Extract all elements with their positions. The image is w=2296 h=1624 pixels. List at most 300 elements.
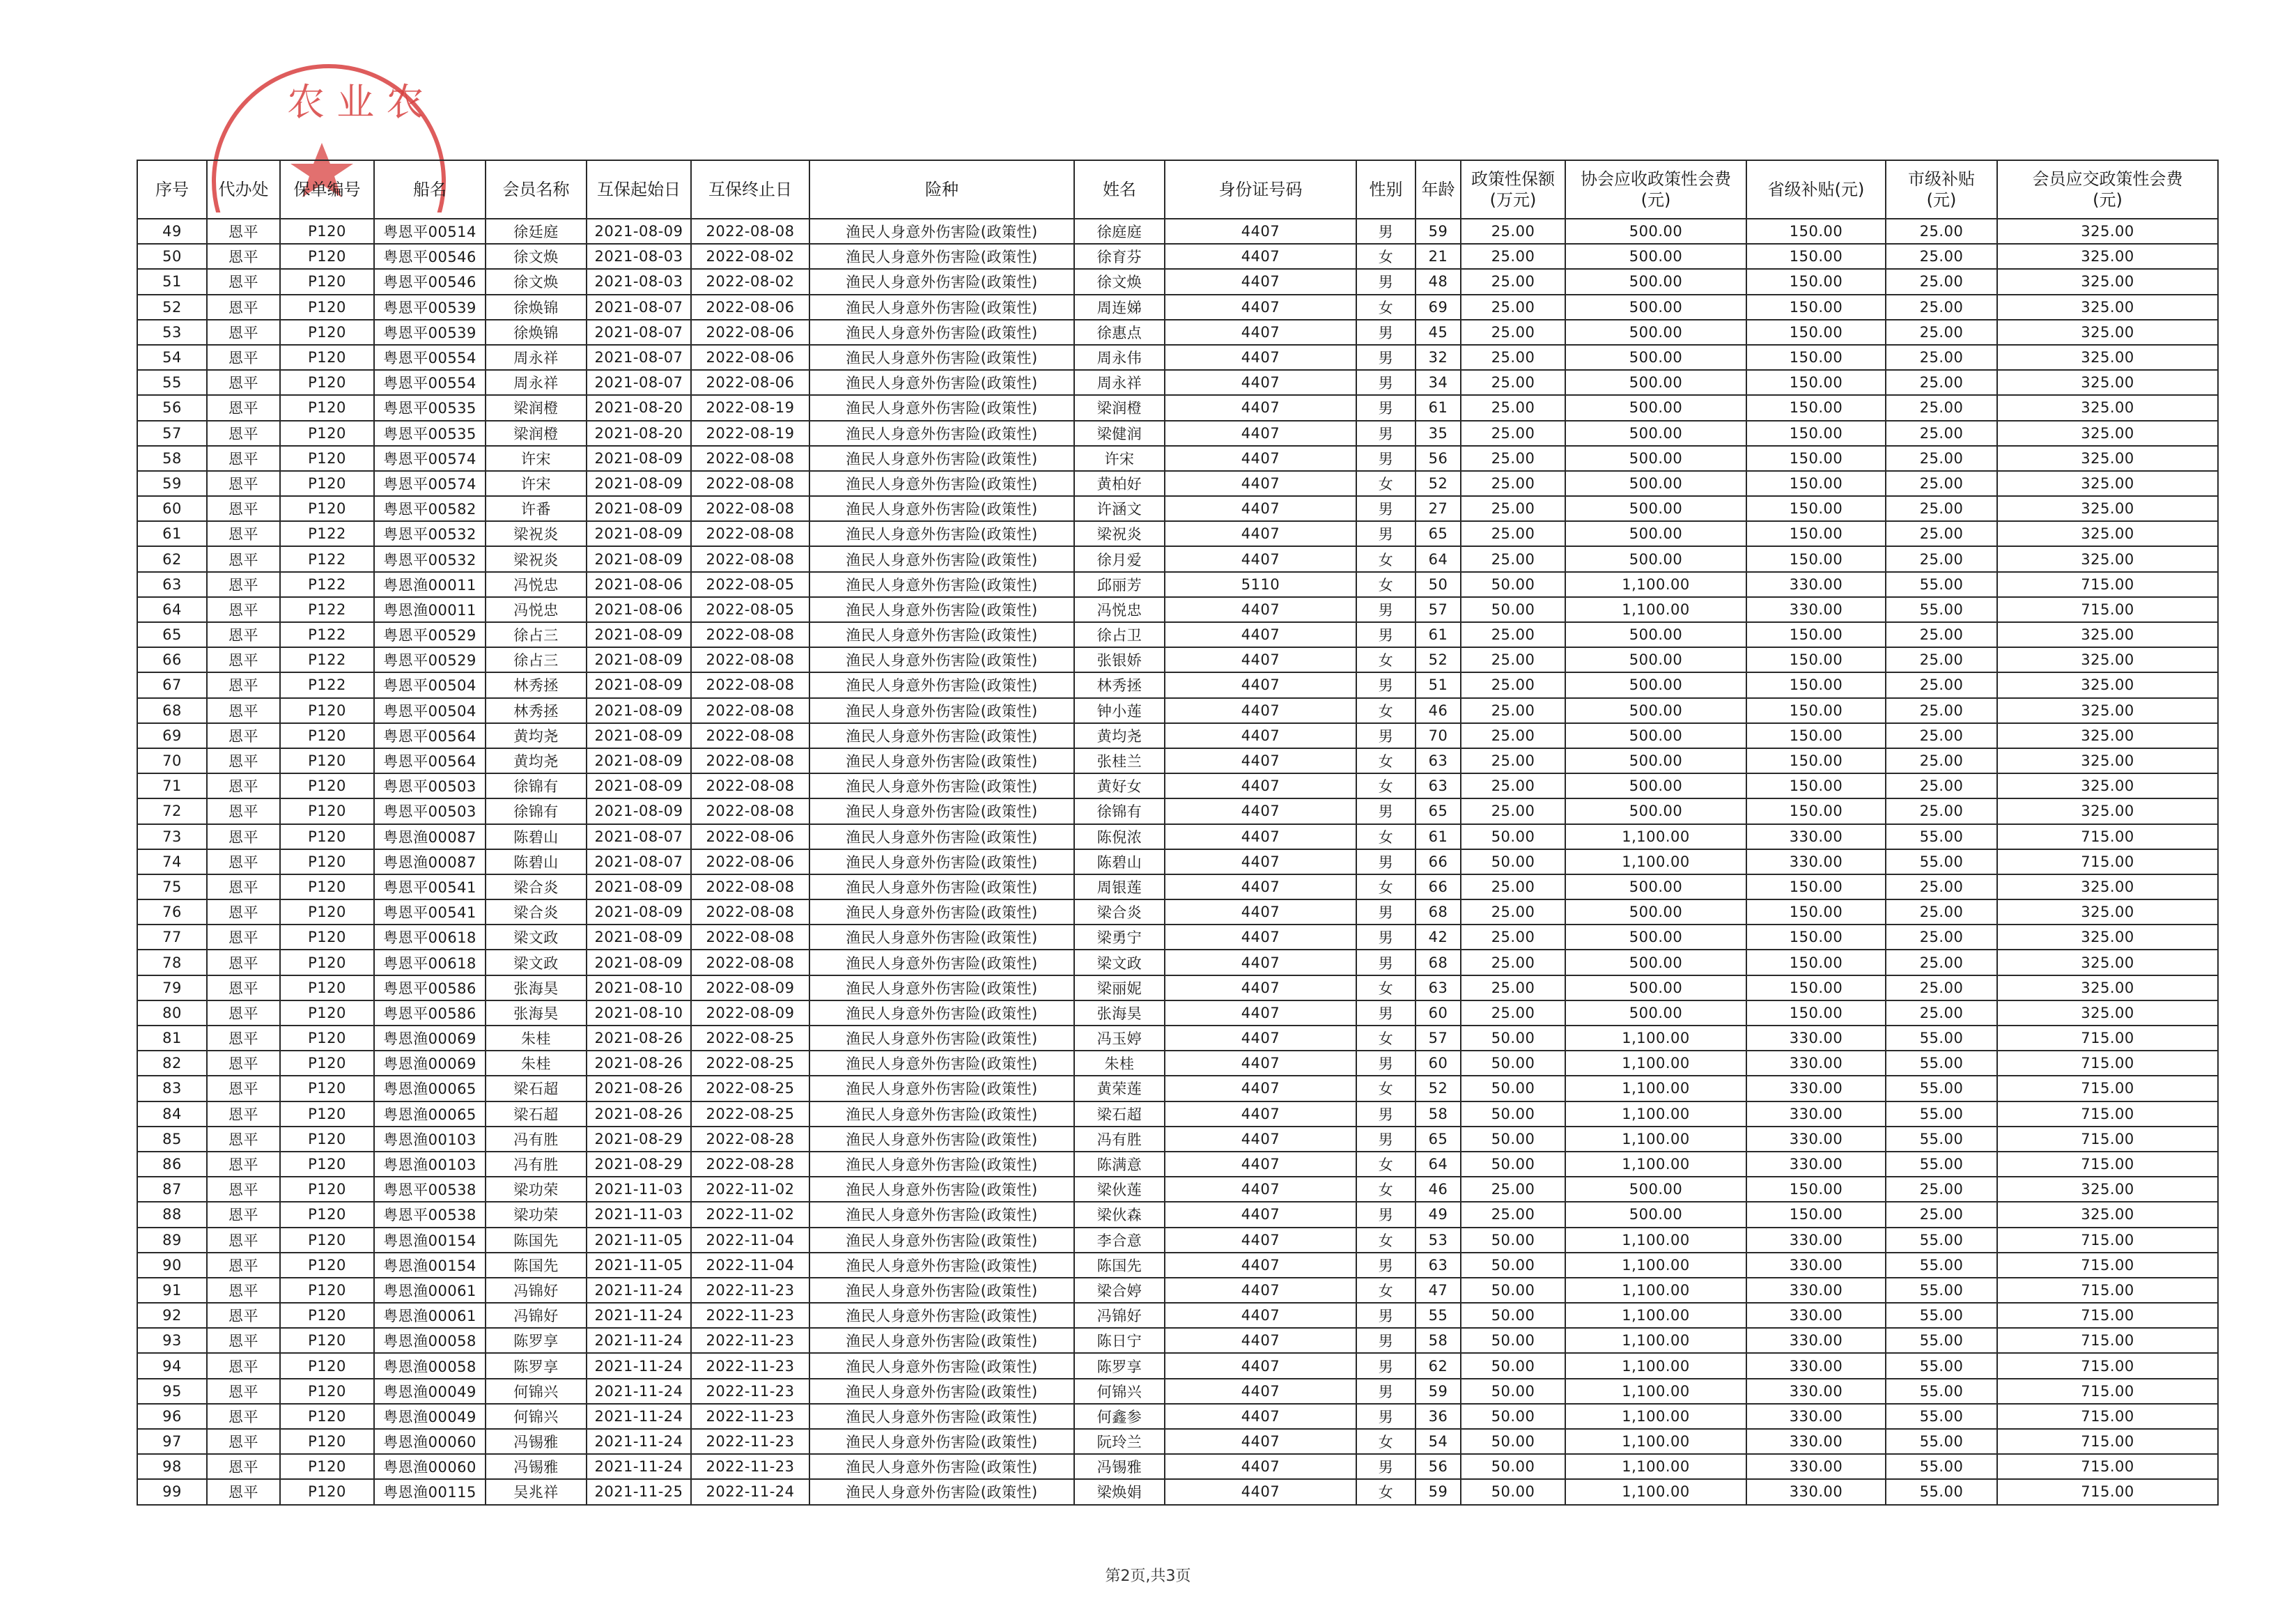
table-cell: 恩平 bbox=[207, 471, 280, 496]
table-cell: 2021-08-09 bbox=[587, 647, 691, 672]
table-cell: 325.00 bbox=[1997, 950, 2218, 975]
table-cell: 75 bbox=[137, 874, 207, 899]
table-cell: 500.00 bbox=[1565, 345, 1746, 370]
table-cell: 陈碧山 bbox=[1074, 849, 1165, 874]
table-row bbox=[137, 1177, 2218, 1202]
table-cell: 2022-08-08 bbox=[691, 496, 809, 521]
table-cell: 徐月爱 bbox=[1074, 546, 1165, 571]
table-cell: 325.00 bbox=[1997, 219, 2218, 244]
table-cell: 500.00 bbox=[1565, 1177, 1746, 1202]
table-cell: 2022-08-09 bbox=[691, 1000, 809, 1026]
table-cell: 4407 bbox=[1165, 975, 1356, 1000]
table-cell: 86 bbox=[137, 1152, 207, 1177]
table-cell: 2022-08-08 bbox=[691, 219, 809, 244]
table-cell: 56 bbox=[1415, 1454, 1461, 1479]
table-cell: 女 bbox=[1356, 824, 1415, 849]
table-row bbox=[137, 748, 2218, 773]
table-cell: P120 bbox=[280, 395, 374, 420]
table-cell: 715.00 bbox=[1997, 1253, 2218, 1278]
table-cell: 粤恩渔00103 bbox=[374, 1127, 486, 1152]
table-cell: 恩平 bbox=[207, 446, 280, 471]
table-cell: 50.00 bbox=[1461, 1303, 1565, 1328]
table-cell: 45 bbox=[1415, 320, 1461, 345]
table-cell: 50.00 bbox=[1461, 1404, 1565, 1429]
table-cell: 渔民人身意外伤害险(政策性) bbox=[809, 1303, 1074, 1328]
table-cell: 男 bbox=[1356, 496, 1415, 521]
table-cell: 55.00 bbox=[1886, 1127, 1997, 1152]
table-cell: 25.00 bbox=[1886, 446, 1997, 471]
table-row bbox=[137, 244, 2218, 269]
table-cell: 77 bbox=[137, 925, 207, 950]
table-cell: 150.00 bbox=[1746, 269, 1886, 294]
table-row bbox=[137, 647, 2218, 672]
table-cell: 粤恩平00586 bbox=[374, 975, 486, 1000]
table-cell: 粤恩平00538 bbox=[374, 1177, 486, 1202]
table-cell: 25.00 bbox=[1886, 723, 1997, 748]
table-cell: 150.00 bbox=[1746, 874, 1886, 899]
table-cell: 恩平 bbox=[207, 1152, 280, 1177]
table-cell: 55.00 bbox=[1886, 1278, 1997, 1303]
table-cell: 2022-08-19 bbox=[691, 421, 809, 446]
table-cell: 4407 bbox=[1165, 723, 1356, 748]
table-cell: 2021-08-09 bbox=[587, 521, 691, 546]
table-cell: 2022-11-02 bbox=[691, 1177, 809, 1202]
table-cell: P120 bbox=[280, 1026, 374, 1051]
table-cell: 粤恩平00535 bbox=[374, 395, 486, 420]
table-cell: 4407 bbox=[1165, 1152, 1356, 1177]
table-cell: 325.00 bbox=[1997, 773, 2218, 798]
table-cell: 4407 bbox=[1165, 672, 1356, 697]
column-header: 市级补贴 (元) bbox=[1886, 160, 1997, 219]
table-cell: 66 bbox=[1415, 849, 1461, 874]
table-cell: 梁合炎 bbox=[486, 899, 587, 925]
table-cell: 恩平 bbox=[207, 975, 280, 1000]
table-cell: 715.00 bbox=[1997, 1051, 2218, 1076]
table-cell: 52 bbox=[137, 295, 207, 320]
table-cell: 粤恩平00582 bbox=[374, 496, 486, 521]
table-cell: P120 bbox=[280, 496, 374, 521]
table-cell: 55.00 bbox=[1886, 1051, 1997, 1076]
table-cell: 52 bbox=[1415, 647, 1461, 672]
table-cell: 2022-11-23 bbox=[691, 1353, 809, 1378]
table-cell: 330.00 bbox=[1746, 1253, 1886, 1278]
table-cell: 粤恩渔00065 bbox=[374, 1101, 486, 1127]
table-row bbox=[137, 1228, 2218, 1253]
table-cell: 男 bbox=[1356, 1454, 1415, 1479]
table-cell: 325.00 bbox=[1997, 698, 2218, 723]
table-cell: 25.00 bbox=[1461, 546, 1565, 571]
table-cell: 25.00 bbox=[1461, 345, 1565, 370]
table-cell: 325.00 bbox=[1997, 345, 2218, 370]
table-cell: 2021-08-29 bbox=[587, 1152, 691, 1177]
table-cell: 许番 bbox=[486, 496, 587, 521]
table-cell: 1,100.00 bbox=[1565, 849, 1746, 874]
table-cell: 2021-08-07 bbox=[587, 320, 691, 345]
table-cell: 梁合婷 bbox=[1074, 1278, 1165, 1303]
table-cell: 58 bbox=[137, 446, 207, 471]
table-cell: 男 bbox=[1356, 1202, 1415, 1227]
table-cell: 150.00 bbox=[1746, 546, 1886, 571]
table-cell: 2021-08-07 bbox=[587, 849, 691, 874]
table-cell: P120 bbox=[280, 773, 374, 798]
table-cell: 2022-11-02 bbox=[691, 1202, 809, 1227]
table-cell: 25.00 bbox=[1886, 219, 1997, 244]
table-row bbox=[137, 395, 2218, 420]
table-cell: 梁功荣 bbox=[486, 1177, 587, 1202]
table-cell: 黄均尧 bbox=[486, 748, 587, 773]
table-cell: 4407 bbox=[1165, 622, 1356, 647]
insurance-member-table bbox=[137, 160, 2219, 1506]
table-cell: 恩平 bbox=[207, 345, 280, 370]
table-cell: 500.00 bbox=[1565, 496, 1746, 521]
table-cell: 4407 bbox=[1165, 1479, 1356, 1504]
table-cell: P120 bbox=[280, 925, 374, 950]
page-number: 第2页,共3页 bbox=[1105, 1568, 1191, 1585]
table-cell: 粤恩渔00011 bbox=[374, 572, 486, 597]
table-cell: 渔民人身意外伤害险(政策性) bbox=[809, 295, 1074, 320]
table-cell: P120 bbox=[280, 1278, 374, 1303]
table-cell: 恩平 bbox=[207, 1177, 280, 1202]
table-row bbox=[137, 597, 2218, 622]
table-cell: 梁石超 bbox=[486, 1101, 587, 1127]
table-cell: 150.00 bbox=[1746, 975, 1886, 1000]
table-cell: 2022-08-08 bbox=[691, 798, 809, 823]
table-cell: P120 bbox=[280, 1454, 374, 1479]
table-cell: 2021-08-03 bbox=[587, 244, 691, 269]
table-cell: 梁祝炎 bbox=[486, 546, 587, 571]
table-cell: 50.00 bbox=[1461, 1429, 1565, 1454]
table-cell: 325.00 bbox=[1997, 521, 2218, 546]
table-cell: 渔民人身意外伤害险(政策性) bbox=[809, 244, 1074, 269]
table-cell: 徐锦有 bbox=[486, 773, 587, 798]
table-cell: 53 bbox=[1415, 1228, 1461, 1253]
table-cell: 60 bbox=[137, 496, 207, 521]
table-cell: P120 bbox=[280, 1076, 374, 1101]
table-cell: 50.00 bbox=[1461, 1278, 1565, 1303]
table-cell: 55.00 bbox=[1886, 849, 1997, 874]
table-cell: 粤恩平00529 bbox=[374, 622, 486, 647]
table-cell: P122 bbox=[280, 572, 374, 597]
table-cell: 500.00 bbox=[1565, 1000, 1746, 1026]
table-cell: 150.00 bbox=[1746, 950, 1886, 975]
table-cell: 50.00 bbox=[1461, 1379, 1565, 1404]
table-cell: 330.00 bbox=[1746, 1127, 1886, 1152]
table-cell: 78 bbox=[137, 950, 207, 975]
table-cell: 冯玉婷 bbox=[1074, 1026, 1165, 1051]
table-cell: 54 bbox=[137, 345, 207, 370]
table-cell: 4407 bbox=[1165, 1026, 1356, 1051]
table-cell: 梁祝炎 bbox=[486, 521, 587, 546]
table-cell: 女 bbox=[1356, 975, 1415, 1000]
table-cell: 男 bbox=[1356, 446, 1415, 471]
table-row bbox=[137, 622, 2218, 647]
table-cell: 徐文焕 bbox=[1074, 269, 1165, 294]
table-cell: 男 bbox=[1356, 219, 1415, 244]
table-cell: 恩平 bbox=[207, 1404, 280, 1429]
table-cell: 325.00 bbox=[1997, 899, 2218, 925]
table-cell: 黄好女 bbox=[1074, 773, 1165, 798]
table-cell: 4407 bbox=[1165, 1278, 1356, 1303]
table-cell: 1,100.00 bbox=[1565, 1404, 1746, 1429]
table-cell: 何锦兴 bbox=[486, 1379, 587, 1404]
table-cell: 25.00 bbox=[1461, 798, 1565, 823]
table-cell: 2021-11-05 bbox=[587, 1228, 691, 1253]
table-cell: 渔民人身意外伤害险(政策性) bbox=[809, 597, 1074, 622]
table-cell: 325.00 bbox=[1997, 975, 2218, 1000]
table-cell: 50.00 bbox=[1461, 1454, 1565, 1479]
table-cell: 500.00 bbox=[1565, 748, 1746, 773]
table-cell: 150.00 bbox=[1746, 421, 1886, 446]
table-cell: 25.00 bbox=[1461, 647, 1565, 672]
table-cell: 1,100.00 bbox=[1565, 1026, 1746, 1051]
table-cell: 4407 bbox=[1165, 496, 1356, 521]
table-cell: 男 bbox=[1356, 1353, 1415, 1378]
table-cell: 500.00 bbox=[1565, 698, 1746, 723]
table-cell: 渔民人身意外伤害险(政策性) bbox=[809, 1000, 1074, 1026]
table-cell: 渔民人身意外伤害险(政策性) bbox=[809, 798, 1074, 823]
table-row bbox=[137, 1127, 2218, 1152]
table-cell: 2021-11-24 bbox=[587, 1278, 691, 1303]
table-cell: 2022-08-02 bbox=[691, 244, 809, 269]
table-cell: 25.00 bbox=[1461, 395, 1565, 420]
table-cell: 325.00 bbox=[1997, 320, 2218, 345]
table-cell: 4407 bbox=[1165, 1127, 1356, 1152]
table-cell: 25.00 bbox=[1886, 874, 1997, 899]
table-cell: 粤恩渔00154 bbox=[374, 1228, 486, 1253]
table-cell: 渔民人身意外伤害险(政策性) bbox=[809, 1127, 1074, 1152]
table-cell: 500.00 bbox=[1565, 874, 1746, 899]
table-cell: 冯锡雅 bbox=[1074, 1454, 1165, 1479]
table-cell: 钟小莲 bbox=[1074, 698, 1165, 723]
table-cell: 65 bbox=[1415, 798, 1461, 823]
table-cell: 梁石超 bbox=[1074, 1101, 1165, 1127]
table-cell: 80 bbox=[137, 1000, 207, 1026]
table-cell: 男 bbox=[1356, 1051, 1415, 1076]
table-row bbox=[137, 672, 2218, 697]
table-cell: 梁石超 bbox=[486, 1076, 587, 1101]
table-cell: 68 bbox=[1415, 950, 1461, 975]
table-cell: 500.00 bbox=[1565, 950, 1746, 975]
table-cell: 2022-08-05 bbox=[691, 572, 809, 597]
table-cell: 徐惠点 bbox=[1074, 320, 1165, 345]
table-cell: 渔民人身意外伤害险(政策性) bbox=[809, 1177, 1074, 1202]
table-cell: 715.00 bbox=[1997, 1127, 2218, 1152]
table-cell: 2022-08-25 bbox=[691, 1026, 809, 1051]
table-cell: 2021-08-09 bbox=[587, 950, 691, 975]
table-cell: 女 bbox=[1356, 1152, 1415, 1177]
table-cell: 冯悦忠 bbox=[486, 572, 587, 597]
table-cell: 325.00 bbox=[1997, 672, 2218, 697]
table-row bbox=[137, 1328, 2218, 1353]
table-cell: 55.00 bbox=[1886, 1353, 1997, 1378]
table-cell: 1,100.00 bbox=[1565, 824, 1746, 849]
table-cell: 500.00 bbox=[1565, 622, 1746, 647]
table-cell: 4407 bbox=[1165, 446, 1356, 471]
table-cell: 325.00 bbox=[1997, 295, 2218, 320]
table-cell: 恩平 bbox=[207, 1278, 280, 1303]
table-cell: 57 bbox=[1415, 597, 1461, 622]
table-cell: 恩平 bbox=[207, 395, 280, 420]
table-cell: 81 bbox=[137, 1026, 207, 1051]
table-cell: 粤恩平00574 bbox=[374, 446, 486, 471]
table-cell: 59 bbox=[1415, 1479, 1461, 1504]
table-cell: 男 bbox=[1356, 723, 1415, 748]
table-cell: 恩平 bbox=[207, 1303, 280, 1328]
table-cell: 2021-11-24 bbox=[587, 1353, 691, 1378]
table-cell: 陈国先 bbox=[486, 1228, 587, 1253]
table-cell: 65 bbox=[137, 622, 207, 647]
table-cell: 恩平 bbox=[207, 723, 280, 748]
table-cell: 1,100.00 bbox=[1565, 1454, 1746, 1479]
table-cell: 2022-08-08 bbox=[691, 698, 809, 723]
table-cell: 76 bbox=[137, 899, 207, 925]
table-cell: 张海昊 bbox=[486, 1000, 587, 1026]
table-cell: 55.00 bbox=[1886, 572, 1997, 597]
table-cell: 恩平 bbox=[207, 1000, 280, 1026]
table-cell: 55 bbox=[137, 370, 207, 395]
table-cell: 渔民人身意外伤害险(政策性) bbox=[809, 421, 1074, 446]
table-cell: 93 bbox=[137, 1328, 207, 1353]
table-cell: 89 bbox=[137, 1228, 207, 1253]
table-cell: 2021-08-07 bbox=[587, 295, 691, 320]
table-cell: 50.00 bbox=[1461, 824, 1565, 849]
table-cell: 2021-08-09 bbox=[587, 798, 691, 823]
table-cell: 何鑫参 bbox=[1074, 1404, 1165, 1429]
table-cell: 50 bbox=[137, 244, 207, 269]
column-header: 险种 bbox=[809, 160, 1074, 219]
table-row bbox=[137, 269, 2218, 294]
table-cell: 4407 bbox=[1165, 370, 1356, 395]
table-cell: 粤恩平00503 bbox=[374, 798, 486, 823]
table-cell: 325.00 bbox=[1997, 647, 2218, 672]
column-header: 协会应收政策性会费 (元) bbox=[1565, 160, 1746, 219]
table-cell: 715.00 bbox=[1997, 1379, 2218, 1404]
table-cell: 63 bbox=[1415, 975, 1461, 1000]
table-cell: 朱桂 bbox=[486, 1026, 587, 1051]
table-cell: 4407 bbox=[1165, 345, 1356, 370]
table-cell: 500.00 bbox=[1565, 975, 1746, 1000]
table-cell: 4407 bbox=[1165, 874, 1356, 899]
table-cell: 许宋 bbox=[486, 446, 587, 471]
table-cell: 梁功荣 bbox=[486, 1202, 587, 1227]
table-cell: 500.00 bbox=[1565, 773, 1746, 798]
table-cell: 粤恩渔00060 bbox=[374, 1454, 486, 1479]
table-cell: 330.00 bbox=[1746, 1026, 1886, 1051]
table-cell: 330.00 bbox=[1746, 1454, 1886, 1479]
table-cell: 25.00 bbox=[1461, 1000, 1565, 1026]
table-cell: 2021-08-26 bbox=[587, 1026, 691, 1051]
table-cell: 2021-08-07 bbox=[587, 824, 691, 849]
table-cell: 62 bbox=[137, 546, 207, 571]
table-cell: 330.00 bbox=[1746, 1479, 1886, 1504]
table-cell: P120 bbox=[280, 748, 374, 773]
table-row bbox=[137, 1303, 2218, 1328]
column-header: 代办处 bbox=[207, 160, 280, 219]
table-cell: 2022-08-25 bbox=[691, 1051, 809, 1076]
table-cell: 4407 bbox=[1165, 748, 1356, 773]
table-cell: 渔民人身意外伤害险(政策性) bbox=[809, 975, 1074, 1000]
table-row bbox=[137, 1076, 2218, 1101]
table-cell: 55.00 bbox=[1886, 597, 1997, 622]
table-cell: 2021-08-20 bbox=[587, 395, 691, 420]
table-cell: 2021-08-06 bbox=[587, 597, 691, 622]
table-cell: 渔民人身意外伤害险(政策性) bbox=[809, 723, 1074, 748]
table-cell: 25.00 bbox=[1886, 1000, 1997, 1026]
table-cell: 715.00 bbox=[1997, 1454, 2218, 1479]
table-cell: 男 bbox=[1356, 899, 1415, 925]
table-cell: 65 bbox=[1415, 521, 1461, 546]
table-cell: 325.00 bbox=[1997, 1202, 2218, 1227]
table-cell: 57 bbox=[137, 421, 207, 446]
table-cell: 25.00 bbox=[1886, 698, 1997, 723]
table-cell: 2021-08-09 bbox=[587, 899, 691, 925]
table-cell: 88 bbox=[137, 1202, 207, 1227]
table-cell: P120 bbox=[280, 345, 374, 370]
table-cell: 渔民人身意外伤害险(政策性) bbox=[809, 572, 1074, 597]
table-cell: 男 bbox=[1356, 1253, 1415, 1278]
table-cell: 徐焕锦 bbox=[486, 320, 587, 345]
table-cell: 何锦兴 bbox=[486, 1404, 587, 1429]
table-cell: 50.00 bbox=[1461, 1051, 1565, 1076]
table-cell: 渔民人身意外伤害险(政策性) bbox=[809, 345, 1074, 370]
table-cell: 2022-08-06 bbox=[691, 295, 809, 320]
table-row bbox=[137, 1429, 2218, 1454]
table-cell: 2022-08-08 bbox=[691, 773, 809, 798]
table-cell: 63 bbox=[1415, 748, 1461, 773]
table-cell: 500.00 bbox=[1565, 521, 1746, 546]
table-cell: 2021-08-09 bbox=[587, 925, 691, 950]
table-cell: 2022-08-08 bbox=[691, 622, 809, 647]
table-cell: 粤恩渔00154 bbox=[374, 1253, 486, 1278]
table-cell: 42 bbox=[1415, 925, 1461, 950]
table-cell: 1,100.00 bbox=[1565, 1429, 1746, 1454]
table-cell: 梁勇宁 bbox=[1074, 925, 1165, 950]
table-cell: 50.00 bbox=[1461, 1026, 1565, 1051]
table-cell: 粤恩渔00049 bbox=[374, 1404, 486, 1429]
table-cell: 恩平 bbox=[207, 874, 280, 899]
table-cell: 150.00 bbox=[1746, 446, 1886, 471]
table-cell: 50.00 bbox=[1461, 1479, 1565, 1504]
table-cell: 150.00 bbox=[1746, 647, 1886, 672]
table-row bbox=[137, 1479, 2218, 1504]
table-cell: 25.00 bbox=[1886, 546, 1997, 571]
table-cell: 325.00 bbox=[1997, 395, 2218, 420]
table-row bbox=[137, 1404, 2218, 1429]
table-cell: 4407 bbox=[1165, 1101, 1356, 1127]
table-cell: 2021-08-09 bbox=[587, 748, 691, 773]
table-cell: P120 bbox=[280, 1253, 374, 1278]
table-cell: 25.00 bbox=[1461, 244, 1565, 269]
table-cell: 阮玲兰 bbox=[1074, 1429, 1165, 1454]
table-cell: 女 bbox=[1356, 1479, 1415, 1504]
table-cell: 50.00 bbox=[1461, 1152, 1565, 1177]
table-cell: 21 bbox=[1415, 244, 1461, 269]
table-cell: 325.00 bbox=[1997, 1177, 2218, 1202]
table-cell: 55.00 bbox=[1886, 1253, 1997, 1278]
table-cell: 150.00 bbox=[1746, 320, 1886, 345]
column-header: 性别 bbox=[1356, 160, 1415, 219]
table-cell: 林秀拯 bbox=[486, 698, 587, 723]
table-row bbox=[137, 1202, 2218, 1227]
table-cell: 4407 bbox=[1165, 925, 1356, 950]
table-cell: 500.00 bbox=[1565, 899, 1746, 925]
table-cell: 1,100.00 bbox=[1565, 1076, 1746, 1101]
table-cell: P120 bbox=[280, 899, 374, 925]
table-cell: 粤恩平00618 bbox=[374, 950, 486, 975]
table-row bbox=[137, 1253, 2218, 1278]
table-cell: 25.00 bbox=[1461, 622, 1565, 647]
table-cell: 男 bbox=[1356, 521, 1415, 546]
